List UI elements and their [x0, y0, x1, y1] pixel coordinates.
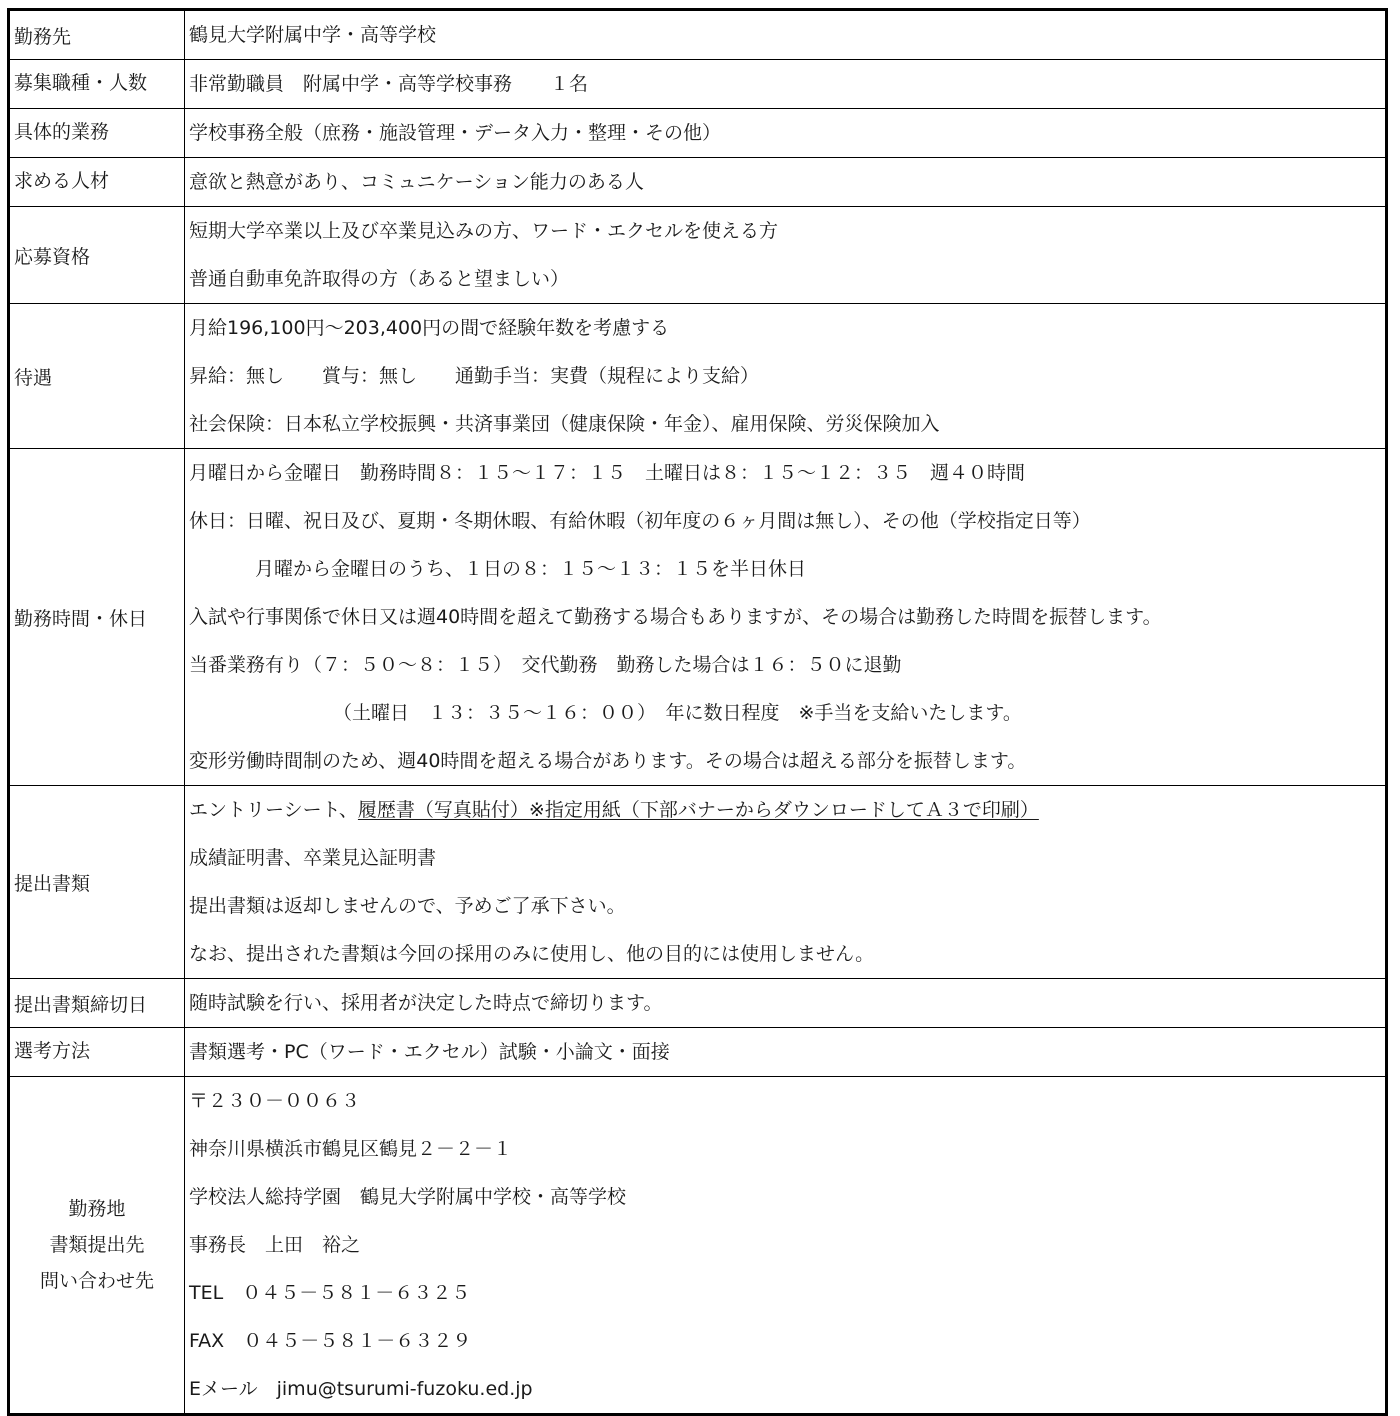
- hours-line: （土曜日 １３：３５～１６：００） 年に数日程度 ※手当を支給いたします。: [333, 702, 1022, 724]
- row-duties: [9, 109, 1387, 158]
- row-selection: [9, 1028, 1387, 1077]
- treatment-line: 月給196,100円～203,400円の間で経験年数を考慮する: [189, 317, 670, 339]
- label-duties: 具体的業務: [9, 109, 185, 158]
- phone-number: TEL ０４５－５８１－６３２５: [189, 1282, 471, 1304]
- value-ideal: [185, 158, 1387, 207]
- value-documents: [185, 786, 1387, 979]
- value-qualification: [185, 207, 1387, 304]
- deadline-line: 随時試験を行い、採用者が決定した時点で締切ります。: [189, 992, 663, 1014]
- row-deadline: [9, 979, 1387, 1028]
- label-contact-line: 勤務地: [68, 1198, 126, 1220]
- address: 神奈川県横浜市鶴見区鶴見２－２－１: [189, 1138, 513, 1160]
- hours-line: 月曜から金曜日のうち、１日の８：１５～１３：１５を半日休日: [255, 558, 807, 580]
- row-contact: [9, 1077, 1387, 1415]
- documents-line: [189, 786, 1385, 834]
- email-address[interactable]: Eメール jimu@tsurumi-fuzoku.ed.jp: [189, 1378, 533, 1400]
- documents-line: 提出書類は返却しませんので、予めご了承下さい。: [189, 895, 626, 917]
- value-treatment: [185, 304, 1387, 449]
- label-workplace: 勤務先: [9, 10, 185, 60]
- hours-line: 入試や行事関係で休日又は週40時間を超えて勤務する場合もありますが、その場合は勤務した時間を振替します。: [189, 606, 1162, 628]
- row-position: [9, 60, 1387, 109]
- fax-number: FAX ０４５－５８１－６３２９: [189, 1330, 472, 1352]
- row-qualification: [9, 207, 1387, 304]
- position-line: 非常勤職員 附属中学・高等学校事務 １名: [189, 73, 589, 95]
- label-qualification: 応募資格: [9, 207, 185, 304]
- job-posting-table: [7, 8, 1388, 1416]
- value-hours: [185, 449, 1387, 786]
- value-selection: [185, 1028, 1387, 1077]
- row-documents: [9, 786, 1387, 979]
- label-selection: 選考方法: [9, 1028, 185, 1077]
- label-position: 募集職種・人数: [9, 60, 185, 109]
- row-hours: [9, 449, 1387, 786]
- label-contact-line: 問い合わせ先: [39, 1270, 154, 1292]
- label-ideal: 求める人材: [9, 158, 185, 207]
- treatment-line: 社会保険：日本私立学校振興・共済事業団（健康保険・年金）、雇用保険、労災保険加入: [189, 413, 940, 435]
- row-workplace: [9, 10, 1387, 60]
- hours-line: 変形労働時間制のため、週40時間を超える場合があります。その場合は超える部分を振替します。: [189, 750, 1027, 772]
- selection-line: 書類選考・PC（ワード・エクセル）試験・小論文・面接: [189, 1041, 670, 1063]
- ideal-line: 意欲と熱意があり、コミュニケーション能力のある人: [189, 171, 644, 193]
- value-workplace: [185, 10, 1387, 60]
- hours-line: 月曜日から金曜日 勤務時間８：１５～１７：１５ 土曜日は８：１５～１２：３５ 週４０時間: [189, 462, 1026, 484]
- postal-code: 〒２３０－００６３: [189, 1090, 361, 1112]
- value-position: [185, 60, 1387, 109]
- treatment-line: 昇給：無し 賞与：無し 通勤手当：実費（規程により支給）: [189, 365, 760, 387]
- duties-line: 学校事務全般（庶務・施設管理・データ入力・整理・その他）: [189, 122, 722, 144]
- value-deadline: [185, 979, 1387, 1028]
- documents-line: 成績証明書、卒業見込証明書: [189, 847, 437, 869]
- workplace-line: 鶴見大学附属中学・高等学校: [189, 24, 437, 46]
- value-contact: [185, 1077, 1387, 1415]
- documents-prefix: エントリーシート、: [189, 799, 358, 821]
- value-duties: [185, 109, 1387, 158]
- documents-line: なお、提出された書類は今回の採用のみに使用し、他の目的には使用しません。: [189, 943, 875, 965]
- label-deadline: 提出書類締切日: [9, 979, 185, 1028]
- hours-line: 休日：日曜、祝日及び、夏期・冬期休暇、有給休暇（初年度の６ヶ月間は無し）、その他（学校指定日等）: [189, 510, 1091, 532]
- qualification-line: 短期大学卒業以上及び卒業見込みの方、ワード・エクセルを使える方: [189, 220, 779, 242]
- label-treatment: 待遇: [9, 304, 185, 449]
- row-ideal: [9, 158, 1387, 207]
- school-name: 学校法人総持学園 鶴見大学附属中学校・高等学校: [189, 1186, 627, 1208]
- row-treatment: [9, 304, 1387, 449]
- label-contact: [9, 1077, 185, 1415]
- contact-person: 事務長 上田 裕之: [189, 1234, 361, 1256]
- label-contact-line: 書類提出先: [49, 1234, 145, 1256]
- resume-form-link[interactable]: 履歴書（写真貼付）※指定用紙（下部バナーからダウンロードしてＡ３で印刷）: [357, 799, 1039, 821]
- label-hours: 勤務時間・休日: [9, 449, 185, 786]
- hours-line: 当番業務有り（７：５０～８：１５） 交代勤務 勤務した場合は１６：５０に退勤: [189, 654, 902, 676]
- qualification-line: 普通自動車免許取得の方（あると望ましい）: [189, 268, 570, 290]
- label-documents: 提出書類: [9, 786, 185, 979]
